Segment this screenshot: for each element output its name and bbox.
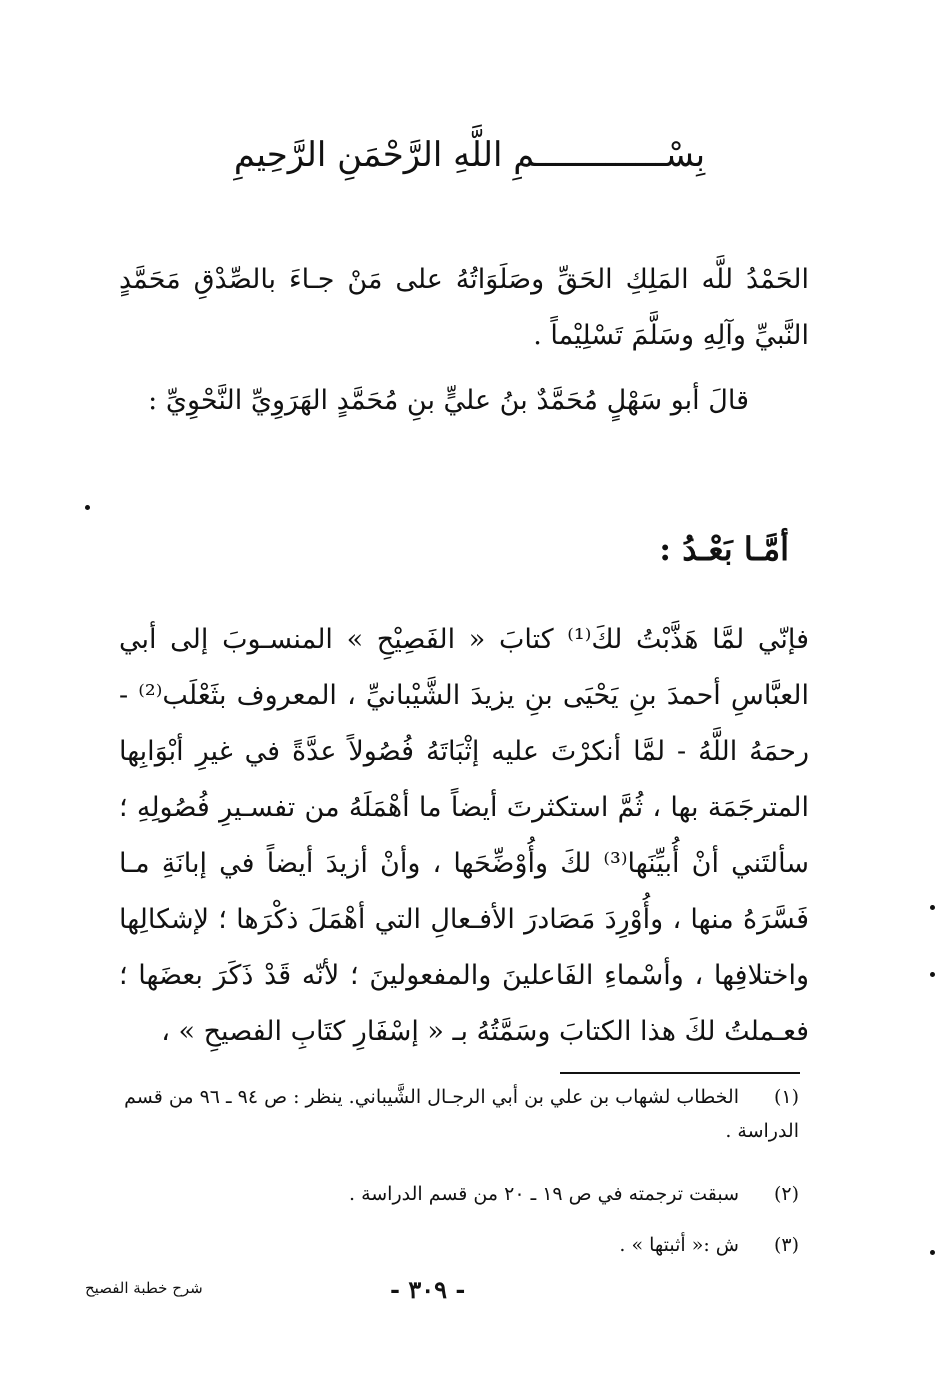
footnote-text: ش :« أثبتها » . (619, 1234, 739, 1256)
footnote-number: (٢) (773, 1183, 799, 1205)
footnote-number: (٣) (773, 1234, 799, 1256)
basmala-heading: بِسْـــــــــــــمِ اللَّهِ الرَّحْمَنِ الرَّحِيمِ (233, 135, 706, 175)
body-paragraph: فإنّي لمَّا هَذَّبْتُ لكَ⁽¹⁾ كتابَ « الفَصِيْحِ » المنسـوبَ إلى أبي العبَّاسِ أحمدَ بنِ يَحْيَى بنِ يزيدَ الشَّيْبانيِّ ، المعروف بثَعْلَب⁽²⁾ - رحمَهُ اللَّهُ - لمَّا أنكرْتَ عليه إثْبَاتَهُ فُصُولاً عدَّةً في غيرِ أبْوَابِها المترجَمَة بها ، ثُمَّ استكثرتَ أيضاً ما أهْمَلَهُ من تفسـيرِ فُصُولِهِ ؛ سألتَني أنْ أُبيِّنَها⁽³⁾ لكَ وأُوْضِّحَها ، وأنْ أزيدَ أيضاً في إبانَةِ مـا فَسَّرَهُ منها ، وأُوْرِدَ مَصَادرَ الأفـعالِ التي أهْمَلَ ذكْرَها ؛ لإشكالِها واختلافِها ، وأسْماءِ الفَاعلينَ والمفعولينَ ؛ لأنّه قَدْ ذَكَرَ بعضَها ؛ فعـملتُ لكَ هذا الكتابَ وسَمَّتُهُ بـ « إسْفَارِ كتَابِ الفصيحِ » ، (119, 624, 810, 1047)
scan-speck (85, 505, 90, 510)
footnote-text: سبقت ترجمته في ص ١٩ ـ ٢٠ من قسم الدراسة . (348, 1183, 739, 1205)
intro-paragraph: الحَمْدُ للَّه المَلِكِ الحَقِّ وصَلَوَاتُهُ على مَنْ جـاءَ بالصِّدْقِ مَحَمَّدٍ النَّبيِّ وآلِهِ وسَلَّمَ تَسْلِيْماً . (119, 264, 809, 351)
footnote-divider (560, 1072, 800, 1074)
section-heading: أمَّـا بَعْـدُ : (659, 530, 789, 568)
page-footer (0, 1275, 939, 1315)
scan-speck (930, 905, 935, 910)
running-title: شرح خطبة الفصيح (85, 1279, 203, 1297)
scan-speck (930, 972, 935, 977)
footnote-2 (79, 1177, 799, 1211)
scan-speck (930, 1250, 935, 1255)
author-line: قالَ أبو سَهْلٍ مُحَمَّدٌ بنُ عليٍّ بنِ مُحَمَّدٍ الهَرَوِيِّ النَّحْوِيِّ : (148, 385, 749, 416)
footnote-text: الخطاب لشهاب بن علي بن أبي الرجـال الشَّيباني. ينظر : ص ٩٤ ـ ٩٦ من قسم الدراسة . (124, 1086, 799, 1142)
footnote-1 (79, 1080, 799, 1148)
footnote-3 (79, 1228, 799, 1262)
page-number: - ٣٠٩ - (390, 1275, 466, 1304)
footnote-number: (١) (773, 1086, 799, 1108)
